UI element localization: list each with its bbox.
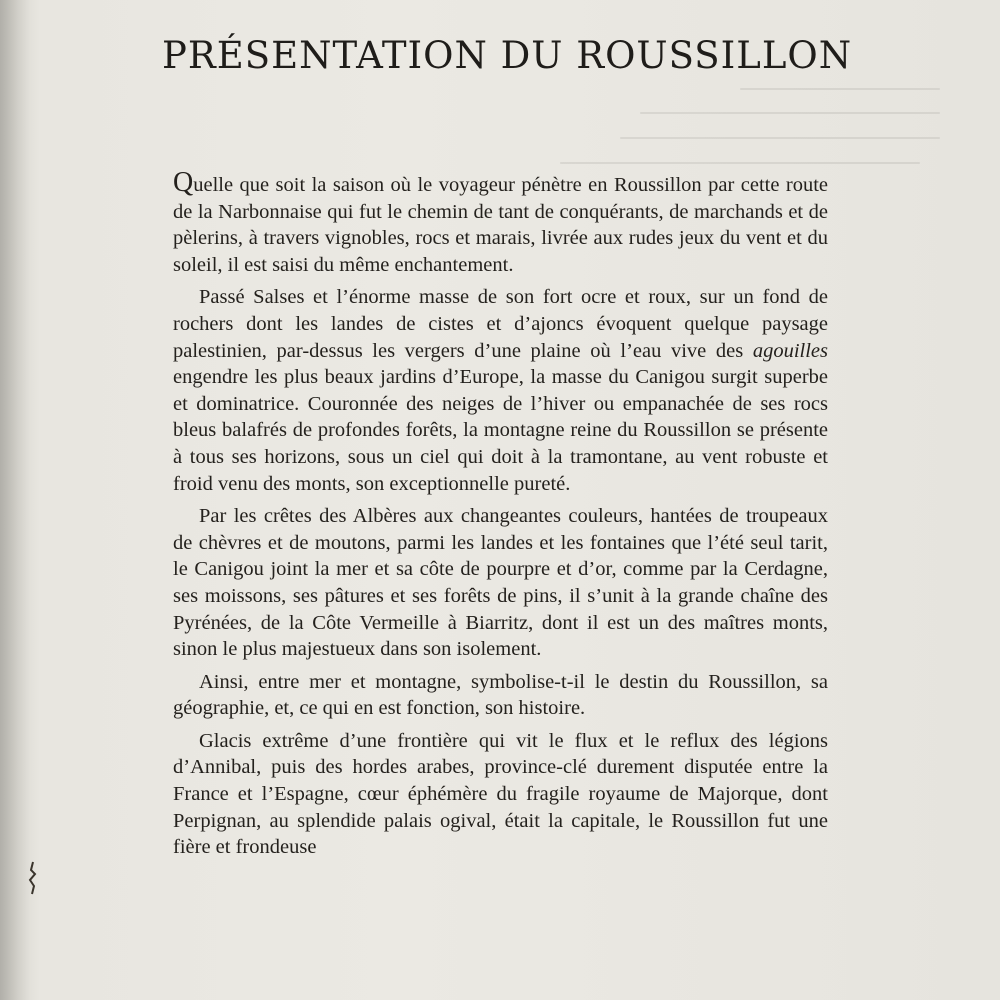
bleed-through-line — [620, 137, 940, 139]
page-title: PRÉSENTATION DU ROUSSILLON — [162, 34, 853, 77]
paragraph-2-text-after: engendre les plus beaux jardins d’Europe, la masse du Canigou surgit superbe et dominatrice. Couronnée des neiges de l’hiver ou empanachée de ses rocs bleus balafrés de profondes forêts, la montagne reine du Roussillon se présente à tous ses horizons, sous un ciel qui doit à la tramontane, au vent robuste et froid venu des monts, son exceptionnelle pureté. — [173, 366, 828, 495]
bleed-through-line — [560, 162, 920, 164]
paragraph-4: Ainsi, entre mer et montagne, symbolise-t-il le destin du Roussillon, sa géographie, et, ce qui en est fonction, son histoire. — [173, 670, 828, 720]
paragraph-1 — [173, 167, 828, 278]
paragraph-2-text-before: Passé Salses et l’énorme masse de son fort ocre et roux, sur un fond de rochers dont les landes de cistes et d’ajoncs évoquent quelque paysage palestinien, par-dessus les vergers d’une plaine où l’eau vive des — [173, 286, 828, 362]
paragraph-2 — [173, 284, 828, 497]
binding-thread-mark — [26, 860, 40, 896]
bleed-through-line — [640, 112, 940, 114]
book-gutter-shadow — [0, 0, 30, 1000]
body-text — [173, 167, 828, 867]
paragraph-1-text: uelle que soit la saison où le voyageur pénètre en Roussillon par cette route de la Narbonnaise qui fut le chemin de tant de conquérants, de marchands et de pèlerins, à travers vignobles, rocs et marais, livrée aux rudes jeux du vent et du soleil, il est saisi du même enchantement. — [173, 174, 828, 276]
bleed-through-line — [740, 88, 940, 90]
paragraph-3: Par les crêtes des Albères aux changeantes couleurs, hantées de troupeaux de chèvres et de moutons, parmi les landes et les fontaines que l’été seul tarit, le Canigou joint la mer et sa côte de pourpre et d’or, comme par la Cerdagne, ses moissons, ses pâtures et ses forêts de pins, il s’unit à la grande chaîne des Pyrénées, de la Côte Vermeille à Biarritz, dont il est un des maîtres monts, sinon le plus majestueux dans son isolement. — [173, 505, 828, 661]
paragraph-5: Glacis extrême d’une frontière qui vit le flux et le reflux des légions d’Annibal, puis des hordes arabes, province-clé durement disputée entre la France et l’Espagne, cœur éphémère du fragile royaume de Majorque, dont Perpignan, au splendide palais ogival, était la capitale, le Roussillon fut une fière et frondeuse — [173, 729, 828, 859]
drop-cap: Q — [173, 167, 194, 198]
italic-term: agouilles — [752, 339, 828, 362]
